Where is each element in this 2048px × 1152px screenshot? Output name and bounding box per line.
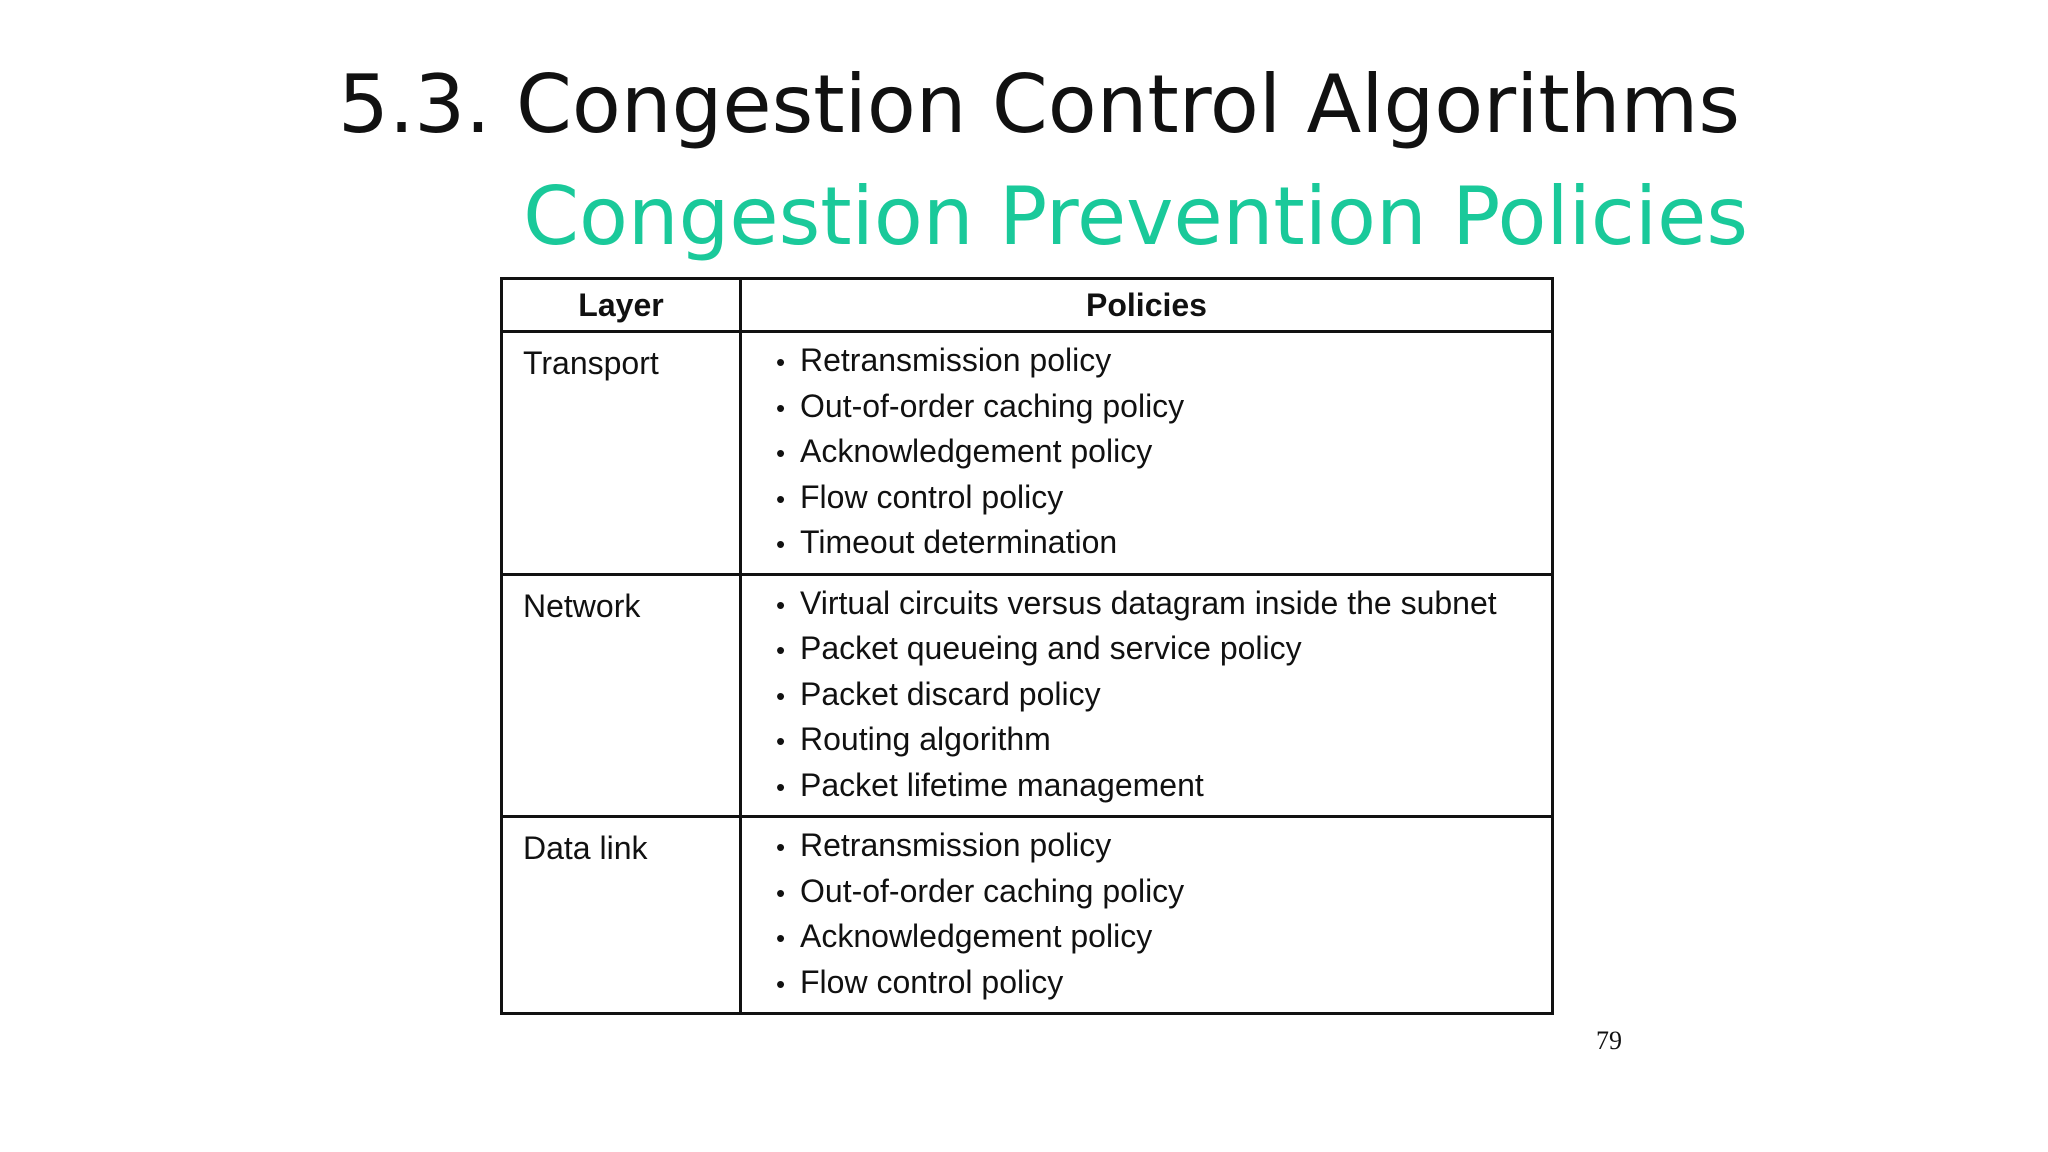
slide-title: 5.3. Congestion Control Algorithms bbox=[337, 58, 1740, 151]
policy-item bbox=[776, 764, 1551, 810]
bullet-icon: • bbox=[776, 438, 786, 468]
policy-table bbox=[500, 277, 1554, 1015]
policy-item bbox=[776, 673, 1551, 719]
policy-text: Packet discard policy bbox=[800, 675, 1101, 712]
policy-text: Flow control policy bbox=[800, 478, 1064, 515]
bullet-icon: • bbox=[776, 680, 786, 711]
table-row-data-link bbox=[502, 817, 1553, 1014]
policy-text: Acknowledgement policy bbox=[800, 918, 1153, 954]
policy-text: Acknowledgement policy bbox=[800, 433, 1153, 469]
policy-text: Flow control policy bbox=[800, 963, 1064, 1000]
bullet-icon: • bbox=[776, 771, 786, 802]
page-number: 79 bbox=[1596, 1026, 1622, 1055]
bullet-icon: • bbox=[776, 635, 786, 665]
policy-item bbox=[776, 718, 1551, 764]
policy-item bbox=[776, 476, 1551, 522]
bullet-icon: • bbox=[776, 832, 786, 862]
policies-cell bbox=[741, 574, 1553, 817]
policy-text: Retransmission policy bbox=[800, 827, 1112, 863]
table-row-network bbox=[502, 574, 1553, 817]
policy-text: Out-of-order caching policy bbox=[800, 872, 1185, 909]
header-layer: Layer bbox=[502, 279, 741, 332]
policy-text: Out-of-order caching policy bbox=[800, 387, 1185, 424]
bullet-icon: • bbox=[776, 589, 786, 620]
policy-item bbox=[776, 915, 1551, 961]
policy-item bbox=[776, 627, 1551, 673]
layer-cell: Data link bbox=[502, 817, 741, 1014]
layer-cell: Network bbox=[502, 574, 741, 817]
policy-text: Packet lifetime management bbox=[800, 766, 1204, 803]
bullet-icon: • bbox=[776, 347, 786, 377]
policy-list bbox=[776, 824, 1551, 1006]
policy-item bbox=[776, 582, 1551, 628]
bullet-icon: • bbox=[776, 923, 786, 953]
bullet-icon: • bbox=[776, 529, 786, 559]
policy-item bbox=[776, 339, 1551, 385]
table-row-transport bbox=[502, 332, 1553, 575]
policy-text: Packet queueing and service policy bbox=[800, 630, 1302, 666]
policy-item bbox=[776, 521, 1551, 567]
policy-text: Routing algorithm bbox=[800, 721, 1051, 757]
policy-text: Timeout determination bbox=[800, 524, 1118, 560]
policies-cell bbox=[741, 817, 1553, 1014]
bullet-icon: • bbox=[776, 726, 786, 756]
policy-item bbox=[776, 870, 1551, 916]
policies-cell bbox=[741, 332, 1553, 575]
table-header-row bbox=[502, 279, 1553, 332]
layer-cell: Transport bbox=[502, 332, 741, 575]
policy-text: Virtual circuits versus datagram inside the subnet bbox=[800, 584, 1497, 621]
bullet-icon: • bbox=[776, 968, 786, 999]
slide-subtitle: Congestion Prevention Policies bbox=[523, 170, 1748, 263]
policy-list bbox=[776, 582, 1551, 810]
policy-item bbox=[776, 961, 1551, 1007]
header-policies: Policies bbox=[741, 279, 1553, 332]
bullet-icon: • bbox=[776, 877, 786, 908]
bullet-icon: • bbox=[776, 392, 786, 423]
policy-list bbox=[776, 339, 1551, 567]
policy-text: Retransmission policy bbox=[800, 342, 1112, 378]
policy-item bbox=[776, 430, 1551, 476]
bullet-icon: • bbox=[776, 483, 786, 514]
policy-item bbox=[776, 824, 1551, 870]
policy-item bbox=[776, 385, 1551, 431]
